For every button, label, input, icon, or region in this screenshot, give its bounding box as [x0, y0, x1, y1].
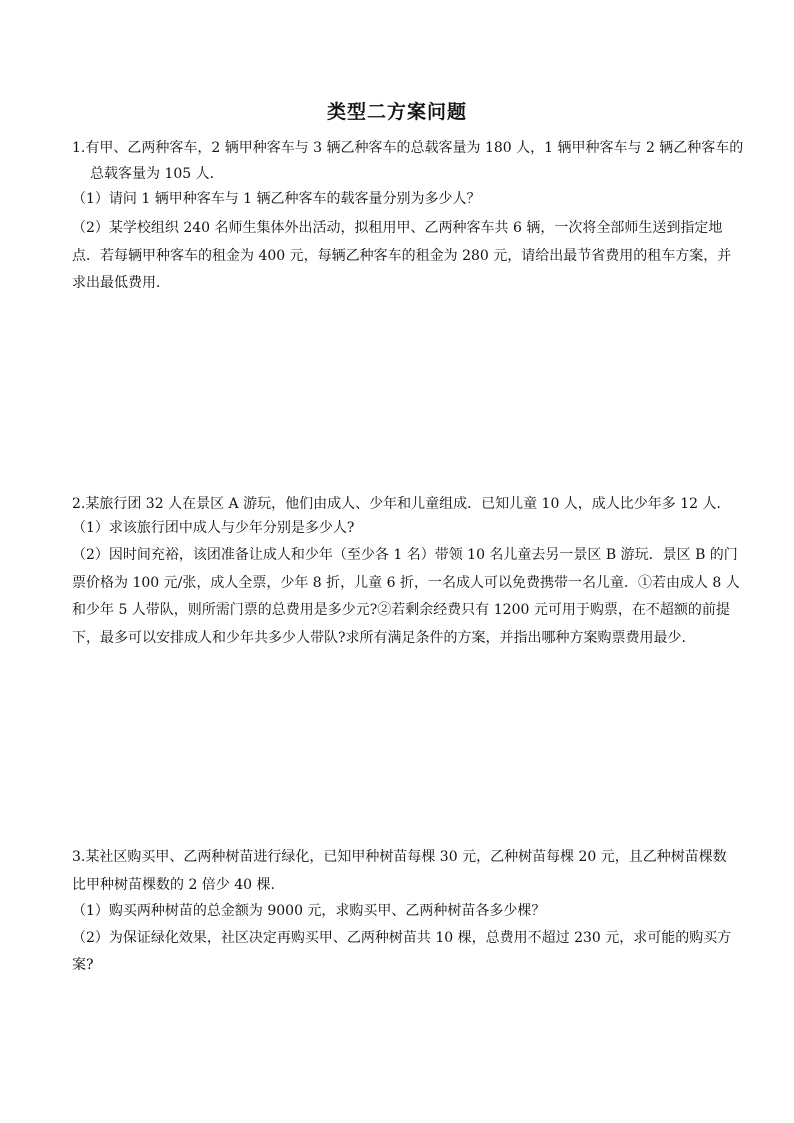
page-title: 类型二方案问题 [326, 101, 467, 123]
q2-part-2-line-1: （2）因时间充裕，该团准备让成人和少年（至少各 1 名）带领 10 名儿童去另一景区 B 游玩．景区 B 的门 [72, 547, 738, 563]
q1-part-2-line-3: 求出最低费用． [72, 275, 170, 291]
q1-stem-line-1: 1.有甲、乙两种客车，2 辆甲种客车与 3 辆乙种客车的总载客量为 180 人，1 辆甲种客车与 2 辆乙种客车的 [72, 140, 744, 156]
q3-stem-line-2: 比甲种树苗棵数的 2 倍少 40 棵. [72, 877, 275, 893]
q3-stem-line-1: 3.某社区购买甲、乙两种树苗进行绿化，已知甲种树苗每棵 30 元，乙种树苗每棵 20 元，且乙种树苗棵数 [72, 849, 727, 865]
q1-part-2-line-1: （2）某学校组织 240 名师生集体外出活动，拟租用甲、乙两种客车共 6 辆，一次将全部师生送到指定地 [72, 220, 723, 236]
q3-part-2-line-2: 案? [72, 957, 94, 973]
q2-part-2-line-2: 票价格为 100 元/张，成人全票，少年 8 折，儿童 6 折，一名成人可以免费携带一名儿童．①若由成人 8 人 [72, 575, 740, 591]
q2-part-1: （1）求该旅行团中成人与少年分别是多少人? [72, 520, 355, 536]
q1-stem-line-2: 总载客量为 105 人． [90, 166, 224, 182]
q1-part-1: （1）请问 1 辆甲种客车与 1 辆乙种客车的载客量分别为多少人？ [72, 191, 481, 207]
q1-part-2-line-2: 点．若每辆甲种客车的租金为 400 元，每辆乙种客车的租金为 280 元，请给出最节省费用的租车方案，并 [72, 248, 732, 264]
q2-part-2-line-4: 下，最多可以安排成人和少年共多少人带队?求所有满足条件的方案，并指出哪种方案购票费用最少． [72, 630, 696, 646]
q3-part-1: （1）购买两种树苗的总金额为 9000 元，求购买甲、乙两种树苗各多少棵？ [72, 903, 546, 919]
q2-part-2-line-3: 和少年 5 人带队，则所需门票的总费用是多少元?②若剩余经费只有 1200 元可用于购票，在不超额的前提 [72, 602, 730, 618]
q2-stem-line-1: 2.某旅行团 32 人在景区 A 游玩，他们由成人、少年和儿童组成．已知儿童 10 人，成人比少年多 12 人． [72, 496, 731, 512]
q3-part-2-line-1: （2）为保证绿化效果，社区决定再购买甲、乙两种树苗共 10 棵，总费用不超过 230 元，求可能的购买方 [72, 930, 732, 946]
